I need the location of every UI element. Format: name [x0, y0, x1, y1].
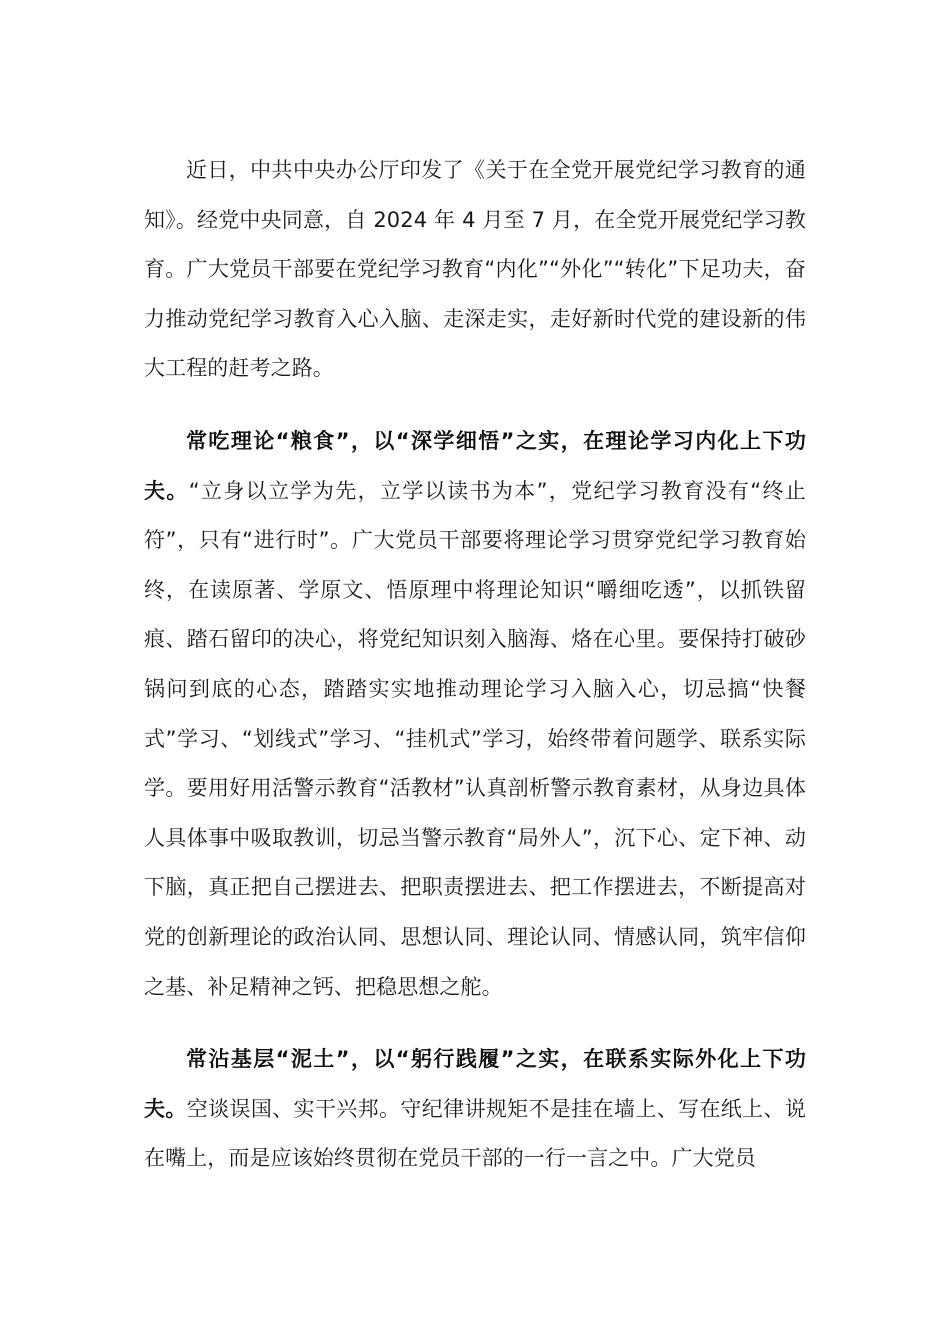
paragraph-grassroots-practice [144, 1035, 806, 1184]
paragraph-intro [144, 146, 806, 394]
document-body [144, 146, 806, 1184]
paragraph-theory-study [144, 417, 806, 1012]
paragraph-grassroots-practice-text: 空谈误国、实干兴邦。守纪律讲规矩不是挂在墙上、写在纸上、说在嘴上，而是应该始终贯彻在党员干部的一行一言之中。广大党员 [144, 1096, 806, 1171]
paragraph-theory-study-text: “立身以立学为先，立学以读书为本”，党纪学习教育没有“终止符”，只有“进行时”。广大党员干部要将理论学习贯穿党纪学习教育始终，在读原著、学原文、悟原理中将理论知识“嚼细吃透”，以抓铁留痕、踏石留印的决心，将党纪知识刻入脑海、烙在心里。要保持打破砂锅问到底的心态，踏踏实实地推动理论学习入脑入心，切忌搞“快餐式”学习、“划线式”学习、“挂机式”学习，始终带着问题学、联系实际学。要用好用活警示教育“活教材”认真剖析警示教育素材，从身边具体人具体事中吸取教训，切忌当警示教育“局外人”，沉下心、定下神、动下脑，真正把自己摆进去、把职责摆进去、把工作摆进去，不断提高对党的创新理论的政治认同、思想认同、理论认同、情感认同，筑牢信仰之基、补足精神之钙、把稳思想之舵。 [144, 478, 806, 999]
paragraph-intro-text: 近日，中共中央办公厅印发了《关于在全党开展党纪学习教育的通知》。经党中央同意，自 2024 年 4 月至 7 月，在全党开展党纪学习教育。广大党员干部要在党纪学习教育“内化”“外化”“转化”下足功夫，奋力推动党纪学习教育入心入脑、走深走实，走好新时代党的建设新的伟大工程的赶考之路。 [144, 158, 806, 381]
paragraph-theory-study-heading: 常吃理论“粮食”，以“深学细悟”之实，在理论学习内化上下功夫。 [144, 428, 806, 503]
paragraph-grassroots-practice-heading: 常沾基层“泥土”，以“躬行践履”之实，在联系实际外化上下功夫。 [144, 1047, 806, 1121]
